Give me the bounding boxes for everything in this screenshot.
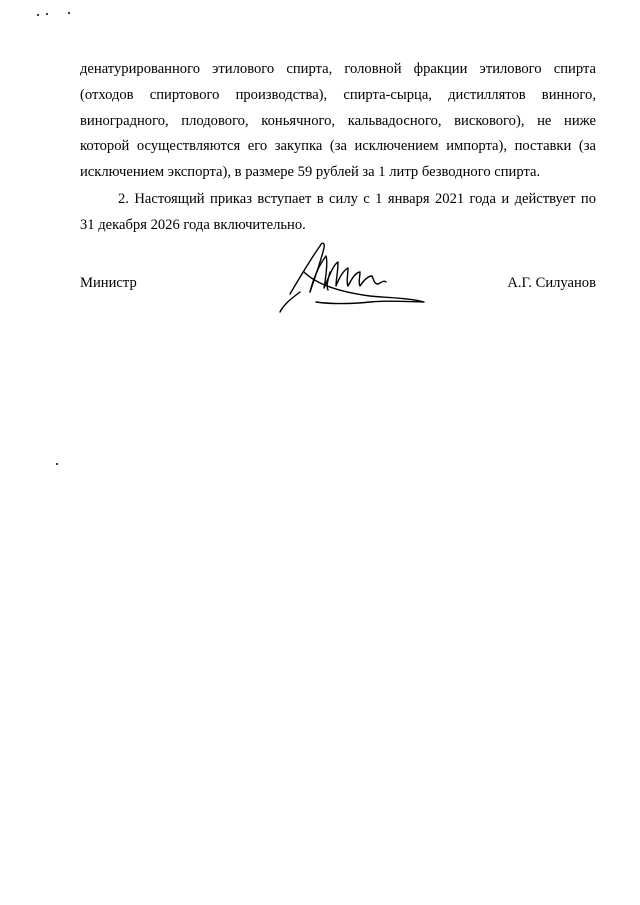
- paragraph-line: которой осуществляются его закупка (за исключением импорта), поставки (за: [80, 138, 596, 155]
- paragraph-line: виноградного, плодового, коньячного, кальвадосного, вискового), не ниже: [80, 112, 596, 129]
- scan-speck: [68, 12, 70, 14]
- paragraph-effective-date: [80, 186, 596, 238]
- scan-speck: [46, 13, 48, 15]
- paragraph-line: исключением экспорта), в размере 59 рублей за 1 литр безводного спирта.: [80, 164, 541, 181]
- paragraph-line: 31 декабря 2026 года включительно.: [80, 217, 306, 233]
- scan-speck: [56, 463, 58, 465]
- signatory-title: Министр: [80, 275, 137, 291]
- paragraph-line: (отходов спиртового производства), спирта-сырца, дистиллятов винного,: [80, 86, 596, 103]
- paragraph-continuation: [80, 57, 596, 186]
- signatory-name: А.Г. Силуанов: [507, 275, 596, 291]
- handwritten-signature: [270, 232, 440, 322]
- paragraph-line: 2. Настоящий приказ вступает в силу с 1 января 2021 года и действует по: [118, 191, 596, 207]
- scan-speck: [37, 14, 39, 16]
- paragraph-line: денатурированного этилового спирта, головной фракции этилового спирта: [80, 61, 596, 77]
